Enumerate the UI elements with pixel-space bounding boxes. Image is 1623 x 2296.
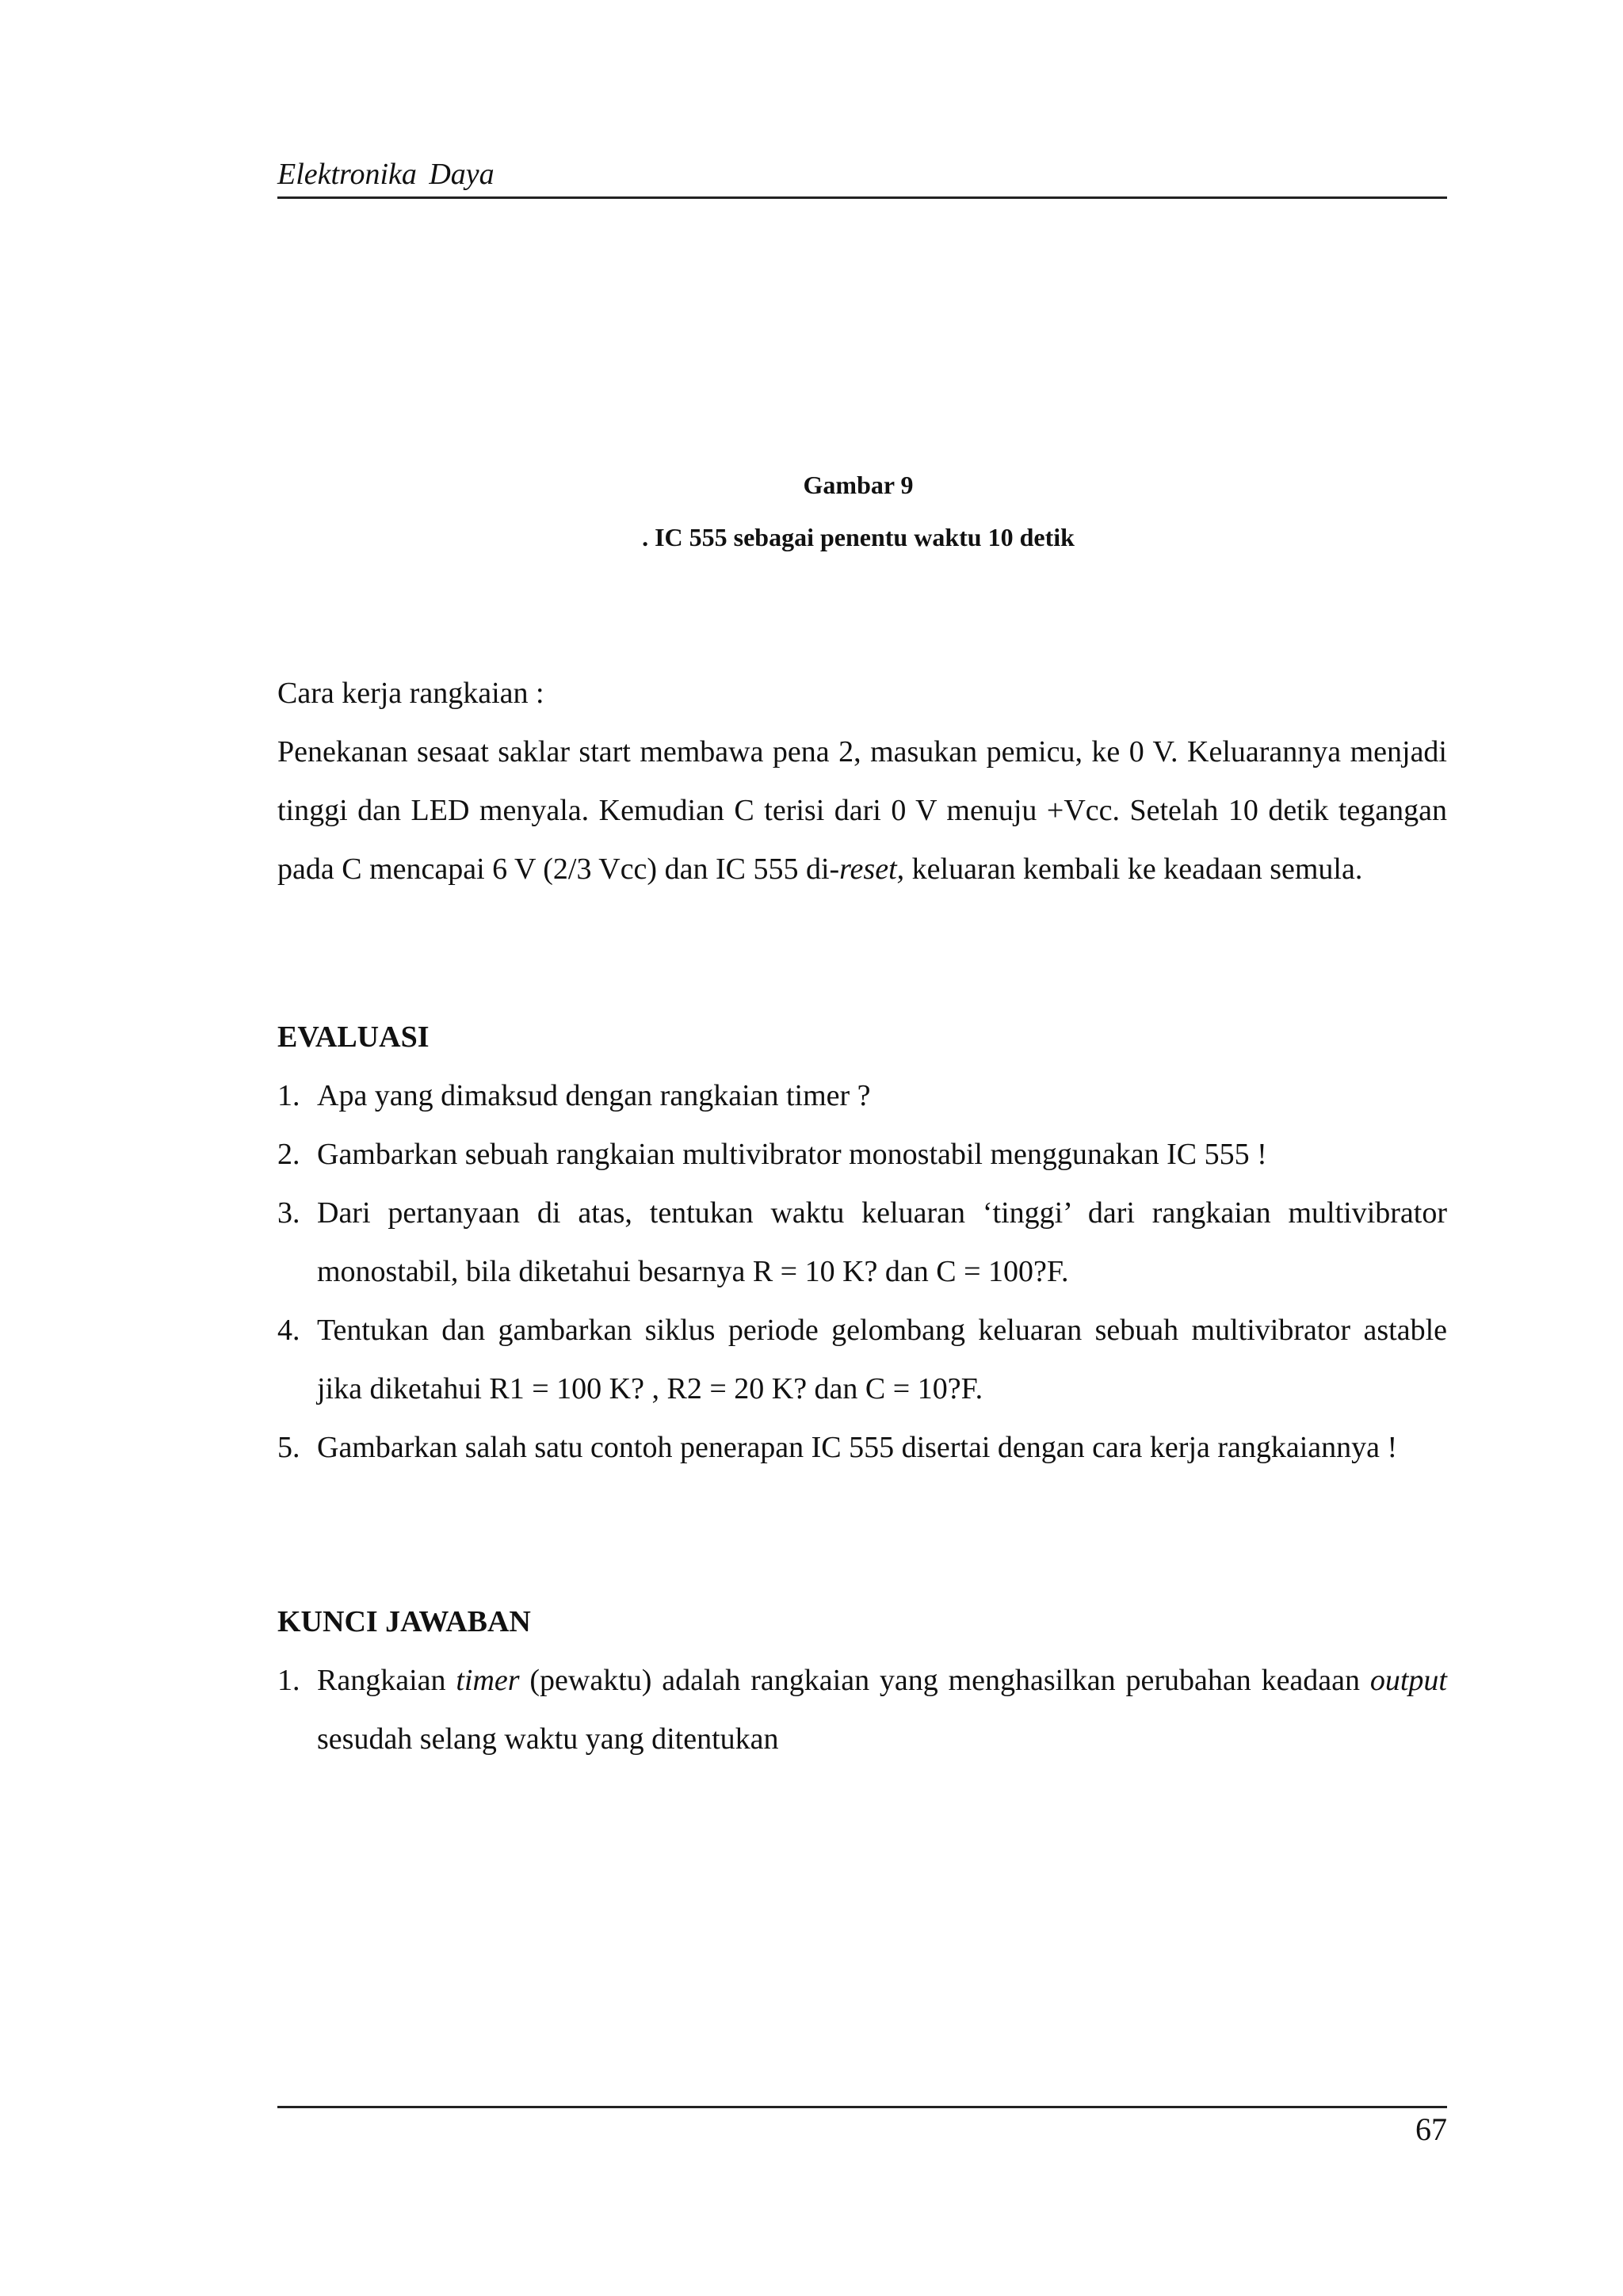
cara-kerja-body — [277, 723, 1447, 898]
item-text: Tentukan dan gambarkan siklus periode gelombang keluaran sebuah multivibrator astable jika diketahui R1 = 100 K? , R2 = 20 K? dan C = 10?F. — [317, 1314, 1447, 1405]
list-item — [277, 1125, 1447, 1184]
list-item — [277, 1184, 1447, 1301]
cara-kerja-title: Cara kerja rangkaian : — [277, 677, 544, 710]
page-number: 67 — [1415, 2111, 1447, 2147]
item-number: 1. — [277, 1079, 300, 1112]
item-number: 3. — [277, 1196, 300, 1230]
figure-caption: . IC 555 sebagai penentu waktu 10 detik — [642, 523, 1075, 551]
item-text: Dari pertanyaan di atas, tentukan waktu keluaran ‘tinggi’ dari rangkaian multivibrator monostabil, bila diketahui besarnya R = 10 K? dan C = 100?F. — [317, 1196, 1447, 1288]
cara-kerja-text-2: keluaran kembali ke keadaan semula. — [904, 852, 1363, 886]
answer-italic-output: output — [1369, 1664, 1447, 1697]
figure-label: Gambar 9 — [803, 471, 914, 499]
answer-text-3: sesudah selang waktu yang ditentukan — [317, 1722, 779, 1756]
answer-text-2: (pewaktu) adalah rangkaian yang menghasilkan perubahan keadaan — [519, 1664, 1370, 1697]
item-text: Gambarkan sebuah rangkaian multivibrator monostabil menggunakan IC 555 ! — [317, 1138, 1267, 1171]
cara-kerja-section — [277, 664, 1447, 898]
list-item — [277, 1651, 1447, 1768]
footer-divider — [277, 2106, 1447, 2108]
cara-kerja-text-1: Penekanan sesaat saklar start membawa pena 2, masukan pemicu, ke 0 V. Keluarannya menjadi tinggi dan LED menyala. Kemudian C terisi dari 0 V menuju +Vcc. Setelah 10 detik tegangan pada C mencapai 6 V (2/3 Vcc) dan IC 555 di- — [277, 735, 1447, 886]
header-title: Elektronika Daya — [277, 158, 495, 191]
answer-italic-timer: timer — [456, 1664, 520, 1697]
kunci-jawaban-title: KUNCI JAWABAN — [277, 1605, 531, 1638]
answer-text-1: Rangkaian — [317, 1664, 456, 1697]
item-text: Gambarkan salah satu contoh penerapan IC 555 disertai dengan cara kerja rangkaiannya ! — [317, 1431, 1398, 1464]
page-header — [277, 155, 1447, 199]
item-number: 1. — [277, 1664, 300, 1697]
evaluasi-section — [277, 1008, 1447, 1477]
cara-kerja-italic: reset, — [839, 852, 905, 886]
item-text: Apa yang dimaksud dengan rangkaian timer ? — [317, 1079, 871, 1112]
item-number: 5. — [277, 1431, 300, 1464]
evaluasi-list — [277, 1066, 1447, 1477]
kunci-jawaban-list — [277, 1651, 1447, 1768]
list-item — [277, 1418, 1447, 1477]
evaluasi-title: EVALUASI — [277, 1020, 430, 1054]
item-number: 4. — [277, 1314, 300, 1347]
list-item — [277, 1301, 1447, 1418]
kunci-jawaban-section — [277, 1592, 1447, 1768]
list-item — [277, 1066, 1447, 1125]
item-number: 2. — [277, 1138, 300, 1171]
